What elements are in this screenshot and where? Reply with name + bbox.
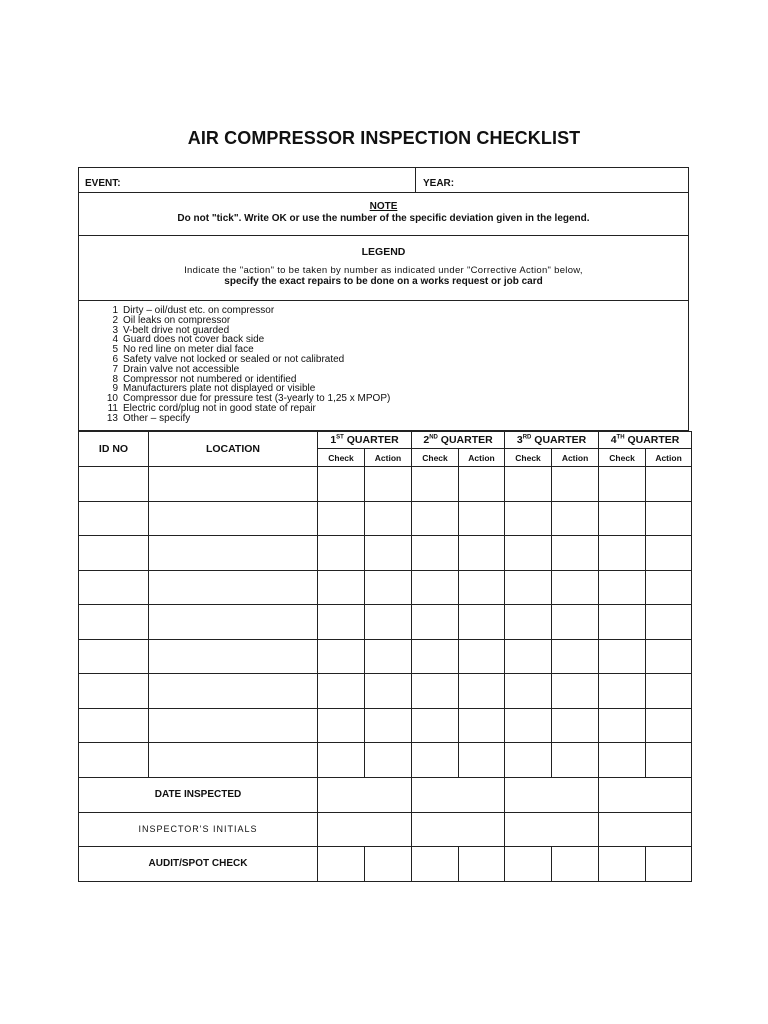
action-cell[interactable] — [365, 674, 412, 709]
audit-cell[interactable] — [412, 846, 459, 881]
action-cell[interactable] — [365, 708, 412, 743]
legend-item-text: Safety valve not locked or sealed or not calibrated — [123, 353, 345, 365]
action-cell[interactable] — [365, 501, 412, 536]
check-cell[interactable] — [599, 639, 646, 674]
legend-item-number: 5 — [112, 344, 118, 356]
quarter-suffix: ST — [336, 434, 344, 441]
action-header: Action — [459, 449, 505, 467]
id-no-cell[interactable] — [79, 605, 149, 640]
location-cell[interactable] — [149, 708, 318, 743]
date-q2-cell[interactable] — [412, 777, 505, 812]
check-cell[interactable] — [599, 708, 646, 743]
check-cell[interactable] — [318, 570, 365, 605]
check-cell[interactable] — [505, 536, 552, 571]
table-row — [79, 536, 692, 571]
action-cell[interactable] — [552, 708, 599, 743]
action-cell[interactable] — [552, 501, 599, 536]
legend-item-text: Drain valve not accessible — [123, 363, 240, 375]
action-cell[interactable] — [552, 674, 599, 709]
action-cell[interactable] — [552, 536, 599, 571]
audit-cell[interactable] — [599, 846, 646, 881]
quarter-3-header — [505, 432, 599, 449]
location-cell[interactable] — [149, 501, 318, 536]
location-cell[interactable] — [149, 467, 318, 502]
action-cell[interactable] — [646, 743, 692, 778]
legend-title: LEGEND — [361, 246, 406, 258]
check-cell[interactable] — [505, 605, 552, 640]
action-cell[interactable] — [646, 501, 692, 536]
quarter-suffix: RD — [522, 434, 532, 441]
check-cell[interactable] — [505, 467, 552, 502]
date-q3-cell[interactable] — [505, 777, 599, 812]
audit-cell[interactable] — [505, 846, 552, 881]
quarter-num: 2 — [423, 434, 430, 446]
legend-item-text: Compressor due for pressure test (3-yearly to 1,25 x MPOP) — [123, 393, 391, 405]
action-cell[interactable] — [646, 467, 692, 502]
legend-item-number: 2 — [112, 314, 118, 326]
quarter-1-header — [318, 432, 412, 449]
note-title: NOTE — [369, 201, 398, 212]
check-header: Check — [505, 449, 552, 467]
legend-item-text: Other – specify — [123, 412, 191, 424]
page-title: AIR COMPRESSOR INSPECTION CHECKLIST — [187, 128, 581, 148]
legend-item-text: Guard does not cover back side — [123, 334, 265, 346]
legend-section — [79, 235, 688, 301]
legend-item-number: 4 — [112, 334, 118, 346]
check-cell[interactable] — [318, 501, 365, 536]
note-text: Do not "tick". Write OK or use the number of the specific deviation given in the legend. — [177, 213, 590, 224]
check-cell[interactable] — [505, 501, 552, 536]
check-cell[interactable] — [412, 501, 459, 536]
location-cell[interactable] — [149, 743, 318, 778]
check-cell[interactable] — [505, 708, 552, 743]
initials-q3-cell[interactable] — [505, 812, 599, 846]
legend-item-number: 6 — [112, 353, 118, 365]
legend-item-number: 1 — [112, 305, 118, 316]
action-cell[interactable] — [459, 501, 505, 536]
action-cell[interactable] — [459, 536, 505, 571]
action-header: Action — [365, 449, 412, 467]
table-row — [79, 708, 692, 743]
audit-cell[interactable] — [365, 846, 412, 881]
event-year-row — [79, 168, 688, 193]
legend-item-number: 9 — [112, 383, 118, 395]
table-row — [79, 501, 692, 536]
check-header: Check — [412, 449, 459, 467]
date-q4-cell[interactable] — [599, 777, 692, 812]
action-cell[interactable] — [552, 570, 599, 605]
table-row — [79, 639, 692, 674]
legend-instruction: Indicate the "action" to be taken by number as indicated under "Corrective Action" below, — [184, 265, 583, 276]
initials-q4-cell[interactable] — [599, 812, 692, 846]
action-cell[interactable] — [646, 605, 692, 640]
legend-list — [101, 306, 390, 424]
legend-item-text: Manufacturers plate not displayed or visible — [123, 383, 316, 395]
action-cell[interactable] — [365, 639, 412, 674]
check-header: Check — [599, 449, 646, 467]
table-row — [79, 605, 692, 640]
quarter-num: 4 — [610, 434, 617, 446]
check-cell[interactable] — [318, 674, 365, 709]
legend-item-number: 11 — [107, 402, 118, 414]
action-cell[interactable] — [365, 467, 412, 502]
id-no-cell[interactable] — [79, 674, 149, 709]
check-header: Check — [318, 449, 365, 467]
quarter-4-header — [599, 432, 692, 449]
checklist-header-frame — [78, 167, 689, 431]
legend-item-text: Compressor not numbered or identified — [123, 373, 297, 385]
id-no-cell[interactable] — [79, 501, 149, 536]
id-no-cell[interactable] — [79, 708, 149, 743]
action-cell[interactable] — [646, 674, 692, 709]
date-inspected-label: DATE INSPECTED — [79, 777, 318, 812]
action-cell[interactable] — [365, 536, 412, 571]
check-cell[interactable] — [505, 570, 552, 605]
check-cell[interactable] — [599, 467, 646, 502]
action-cell[interactable] — [459, 674, 505, 709]
date-q1-cell[interactable] — [318, 777, 412, 812]
check-cell[interactable] — [318, 605, 365, 640]
legend-item-text: V-belt drive not guarded — [123, 324, 230, 336]
action-cell[interactable] — [646, 708, 692, 743]
quarter-2-header — [412, 432, 505, 449]
note-section — [79, 192, 688, 236]
check-cell[interactable] — [412, 536, 459, 571]
check-cell[interactable] — [599, 570, 646, 605]
table-row — [79, 570, 692, 605]
action-cell[interactable] — [365, 743, 412, 778]
check-cell[interactable] — [599, 743, 646, 778]
audit-cell[interactable] — [459, 846, 505, 881]
action-cell[interactable] — [459, 743, 505, 778]
check-cell[interactable] — [318, 467, 365, 502]
action-header: Action — [552, 449, 599, 467]
action-cell[interactable] — [552, 743, 599, 778]
action-cell[interactable] — [459, 467, 505, 502]
legend-item-text: Oil leaks on compressor — [123, 314, 231, 326]
check-cell[interactable] — [412, 708, 459, 743]
check-cell[interactable] — [318, 743, 365, 778]
audit-cell[interactable] — [552, 846, 599, 881]
legend-item-number: 7 — [112, 363, 118, 375]
action-header: Action — [646, 449, 692, 467]
divider — [415, 168, 416, 192]
id-no-cell[interactable] — [79, 570, 149, 605]
check-cell[interactable] — [412, 570, 459, 605]
action-cell[interactable] — [365, 570, 412, 605]
entry-rows — [79, 467, 692, 778]
check-cell[interactable] — [599, 674, 646, 709]
legend-item-number: 10 — [106, 393, 118, 405]
event-label: EVENT: — [85, 178, 121, 189]
location-cell[interactable] — [149, 536, 318, 571]
location-cell[interactable] — [149, 639, 318, 674]
action-cell[interactable] — [459, 708, 505, 743]
check-cell[interactable] — [599, 605, 646, 640]
action-cell[interactable] — [459, 639, 505, 674]
quarter-num: 3 — [516, 434, 523, 446]
check-cell[interactable] — [412, 467, 459, 502]
id-no-cell[interactable] — [79, 467, 149, 502]
quarter-label: QUARTER — [346, 434, 399, 446]
id-no-header: ID NO — [79, 432, 149, 467]
legend-item-text: No red line on meter dial face — [123, 344, 254, 356]
legend-item — [101, 414, 390, 424]
action-cell[interactable] — [459, 605, 505, 640]
quarter-label: QUARTER — [440, 434, 493, 446]
location-cell[interactable] — [149, 605, 318, 640]
check-cell[interactable] — [318, 536, 365, 571]
check-cell[interactable] — [599, 536, 646, 571]
check-cell[interactable] — [505, 674, 552, 709]
inspection-table — [78, 431, 692, 882]
location-header: LOCATION — [149, 432, 318, 467]
audit-cell[interactable] — [646, 846, 692, 881]
check-cell[interactable] — [412, 674, 459, 709]
action-cell[interactable] — [646, 536, 692, 571]
quarter-label: QUARTER — [534, 434, 587, 446]
quarter-suffix: TH — [616, 434, 625, 441]
quarter-suffix: ND — [429, 434, 438, 441]
audit-cell[interactable] — [318, 846, 365, 881]
table-row — [79, 467, 692, 502]
legend-item-text: Electric cord/plug not in good state of repair — [123, 402, 316, 414]
legend-item-number: 13 — [106, 412, 118, 424]
check-cell[interactable] — [505, 639, 552, 674]
check-cell[interactable] — [599, 501, 646, 536]
legend-item-number: 8 — [112, 373, 118, 385]
initials-q1-cell[interactable] — [318, 812, 412, 846]
table-row — [79, 743, 692, 778]
legend-item-number: 3 — [112, 324, 118, 336]
audit-spot-check-label: AUDIT/SPOT CHECK — [79, 846, 318, 881]
action-cell[interactable] — [552, 605, 599, 640]
action-cell[interactable] — [459, 570, 505, 605]
action-cell[interactable] — [552, 467, 599, 502]
check-cell[interactable] — [318, 708, 365, 743]
initials-q2-cell[interactable] — [412, 812, 505, 846]
check-cell[interactable] — [412, 639, 459, 674]
action-cell[interactable] — [646, 639, 692, 674]
quarter-num: 1 — [330, 434, 337, 446]
legend-item-text: Dirty – oil/dust etc. on compressor — [123, 305, 275, 316]
quarter-label: QUARTER — [627, 434, 680, 446]
id-no-cell[interactable] — [79, 743, 149, 778]
inspector-initials-label: INSPECTOR'S INITIALS — [79, 812, 318, 846]
id-no-cell[interactable] — [79, 639, 149, 674]
legend-instruction-bold: specify the exact repairs to be done on a works request or job card — [224, 276, 543, 287]
year-label: YEAR: — [423, 178, 455, 189]
location-cell[interactable] — [149, 674, 318, 709]
action-cell[interactable] — [365, 605, 412, 640]
action-cell[interactable] — [646, 570, 692, 605]
check-cell[interactable] — [318, 639, 365, 674]
location-cell[interactable] — [149, 570, 318, 605]
table-row — [79, 674, 692, 709]
check-cell[interactable] — [412, 605, 459, 640]
id-no-cell[interactable] — [79, 536, 149, 571]
check-cell[interactable] — [505, 743, 552, 778]
action-cell[interactable] — [552, 639, 599, 674]
check-cell[interactable] — [412, 743, 459, 778]
